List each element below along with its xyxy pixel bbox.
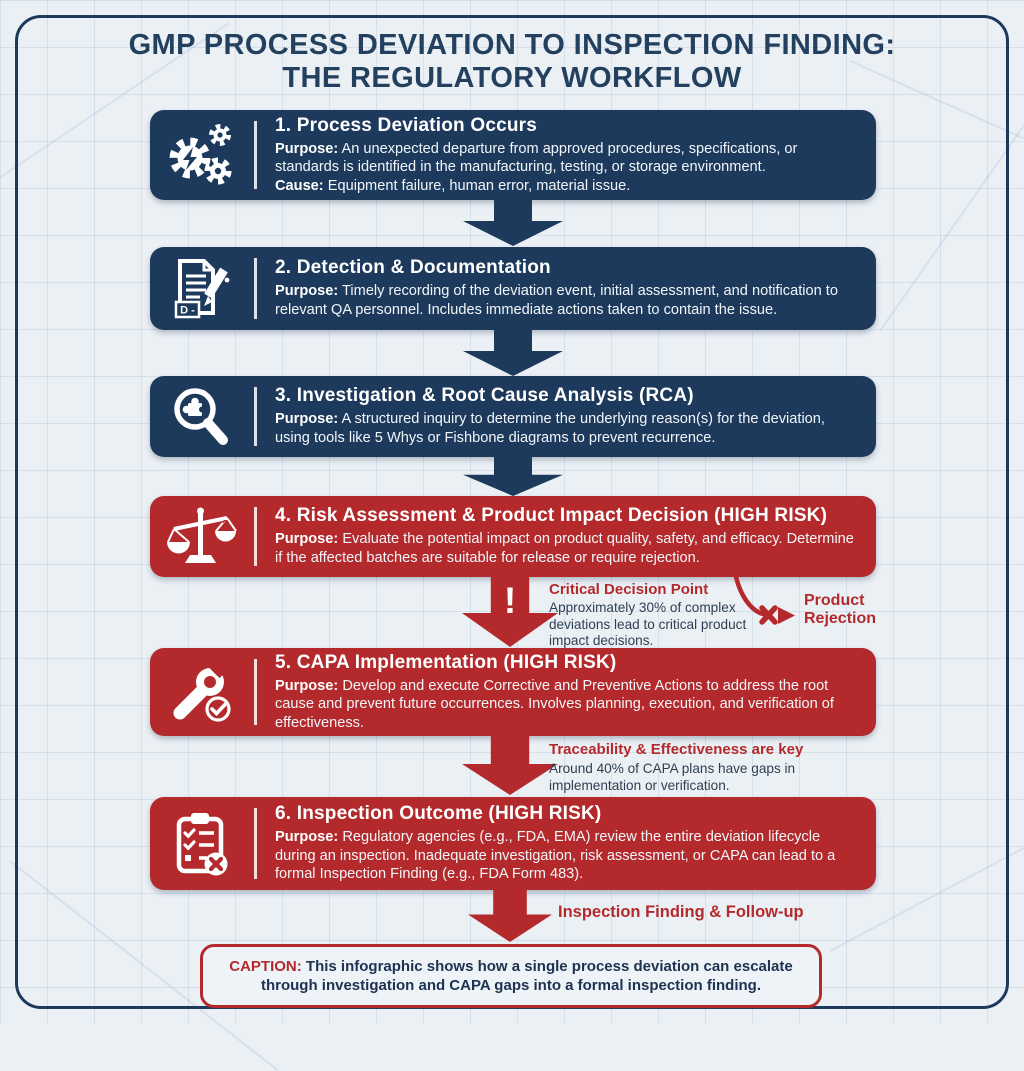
step-2-text: [254, 258, 876, 319]
step-6-title: 6. Inspection Outcome (HIGH RISK): [275, 803, 602, 825]
step-2-detection-documentation: [150, 247, 876, 330]
step-6-purpose: Purpose: Regulatory agencies (e.g., FDA, EMA) review the entire deviation lifecycle during an inspection. Inadequate investigation, risk assessment, or CAPA can lead to a formal Inspection Finding (e.g., FDA Form 483).: [275, 829, 836, 883]
magnifier-puzzle-icon: [150, 376, 254, 457]
step-1-cause: Cause: Equipment failure, human error, material issue.: [275, 177, 631, 194]
step-4-text: [254, 507, 876, 566]
step-4-risk-assessment: [150, 496, 876, 577]
step-3-title: 3. Investigation & Root Cause Analysis (RCA): [275, 385, 694, 407]
caption-text: CAPTION: This infographic shows how a single process deviation can escalate through investigation and CAPA gaps into a formal inspection finding.: [229, 957, 793, 994]
connector-arrow-3-down-icon: [463, 457, 563, 496]
step-1-title: 1. Process Deviation Occurs: [275, 114, 538, 136]
capa-gap-arrow-icon: [462, 736, 558, 795]
step-4-purpose: Purpose: Evaluate the potential impact on product quality, safety, and efficacy. Determine if the affected batches are suitable for release or require rejection.: [275, 531, 854, 566]
step-1-text: [254, 114, 876, 194]
step-3-text: [254, 387, 876, 446]
page-title-line2: THE REGULATORY WORKFLOW: [282, 62, 742, 94]
connector-arrow-2-down-icon: [463, 330, 563, 376]
step-1-process-deviation: [150, 110, 876, 200]
scale-question-mark: ?: [221, 516, 230, 532]
clipboard-x-icon: [150, 797, 254, 890]
step-4-title: 4. Risk Assessment & Product Impact Decision (HIGH RISK): [275, 505, 828, 527]
step-2-purpose: Purpose: Timely recording of the deviation event, initial assessment, and notification to relevant QA personnel. Includes immediate actions taken to contain the issue.: [275, 283, 838, 318]
step-1-purpose: Purpose: An unexpected departure from approved procedures, specifications, or standards is identified in the manufacturing, testing, or storage environment.: [275, 140, 798, 176]
rejection-branch-arrow-icon: [728, 574, 800, 630]
step-5-capa-implementation: [150, 648, 876, 736]
step-6-text: [254, 803, 876, 883]
critical-decision-heading: Critical Decision Point: [549, 581, 709, 598]
caption-label: CAPTION:: [229, 957, 302, 975]
step-2-title: 2. Detection & Documentation: [275, 257, 551, 279]
step-3-purpose: Purpose: A structured inquiry to determine the underlying reason(s) for the deviation, using tools like 5 Whys or Fishbone diagrams to prevent recurrence.: [275, 411, 825, 446]
wrench-check-icon: [150, 648, 254, 736]
step-5-text: [254, 651, 876, 731]
exclamation-icon: !: [503, 580, 517, 621]
step-3-investigation-rca: [150, 376, 876, 457]
balance-scale-icon: [150, 496, 254, 577]
capa-note-heading: Traceability & Effectiveness are key: [549, 741, 804, 758]
step-5-title: 5. CAPA Implementation (HIGH RISK): [275, 651, 617, 673]
inspection-finding-label: Inspection Finding & Follow-up: [558, 903, 804, 921]
product-rejection-label: Product Rejection: [804, 592, 877, 628]
critical-decision-body: Approximately 30% of complex deviations lead to critical product impact decisions.: [549, 600, 747, 649]
final-arrow-icon: [468, 889, 552, 942]
caption-box: [200, 944, 822, 1008]
document-pencil-icon: [150, 247, 254, 330]
page-title-line1: GMP PROCESS DEVIATION TO INSPECTION FINDING:: [128, 29, 896, 61]
gears-lightning-icon: [150, 110, 254, 200]
step-5-purpose: Purpose: Develop and execute Corrective and Preventive Actions to address the root cause and prevent future occurrences. Involves planning, execution, and verification of effectiveness.: [275, 677, 834, 731]
document-icon-label: D -: [180, 304, 195, 316]
capa-note-body: Around 40% of CAPA plans have gaps in implementation or verification.: [549, 761, 796, 793]
connector-arrow-1-down-icon: [463, 200, 563, 246]
step-6-inspection-outcome: [150, 797, 876, 890]
